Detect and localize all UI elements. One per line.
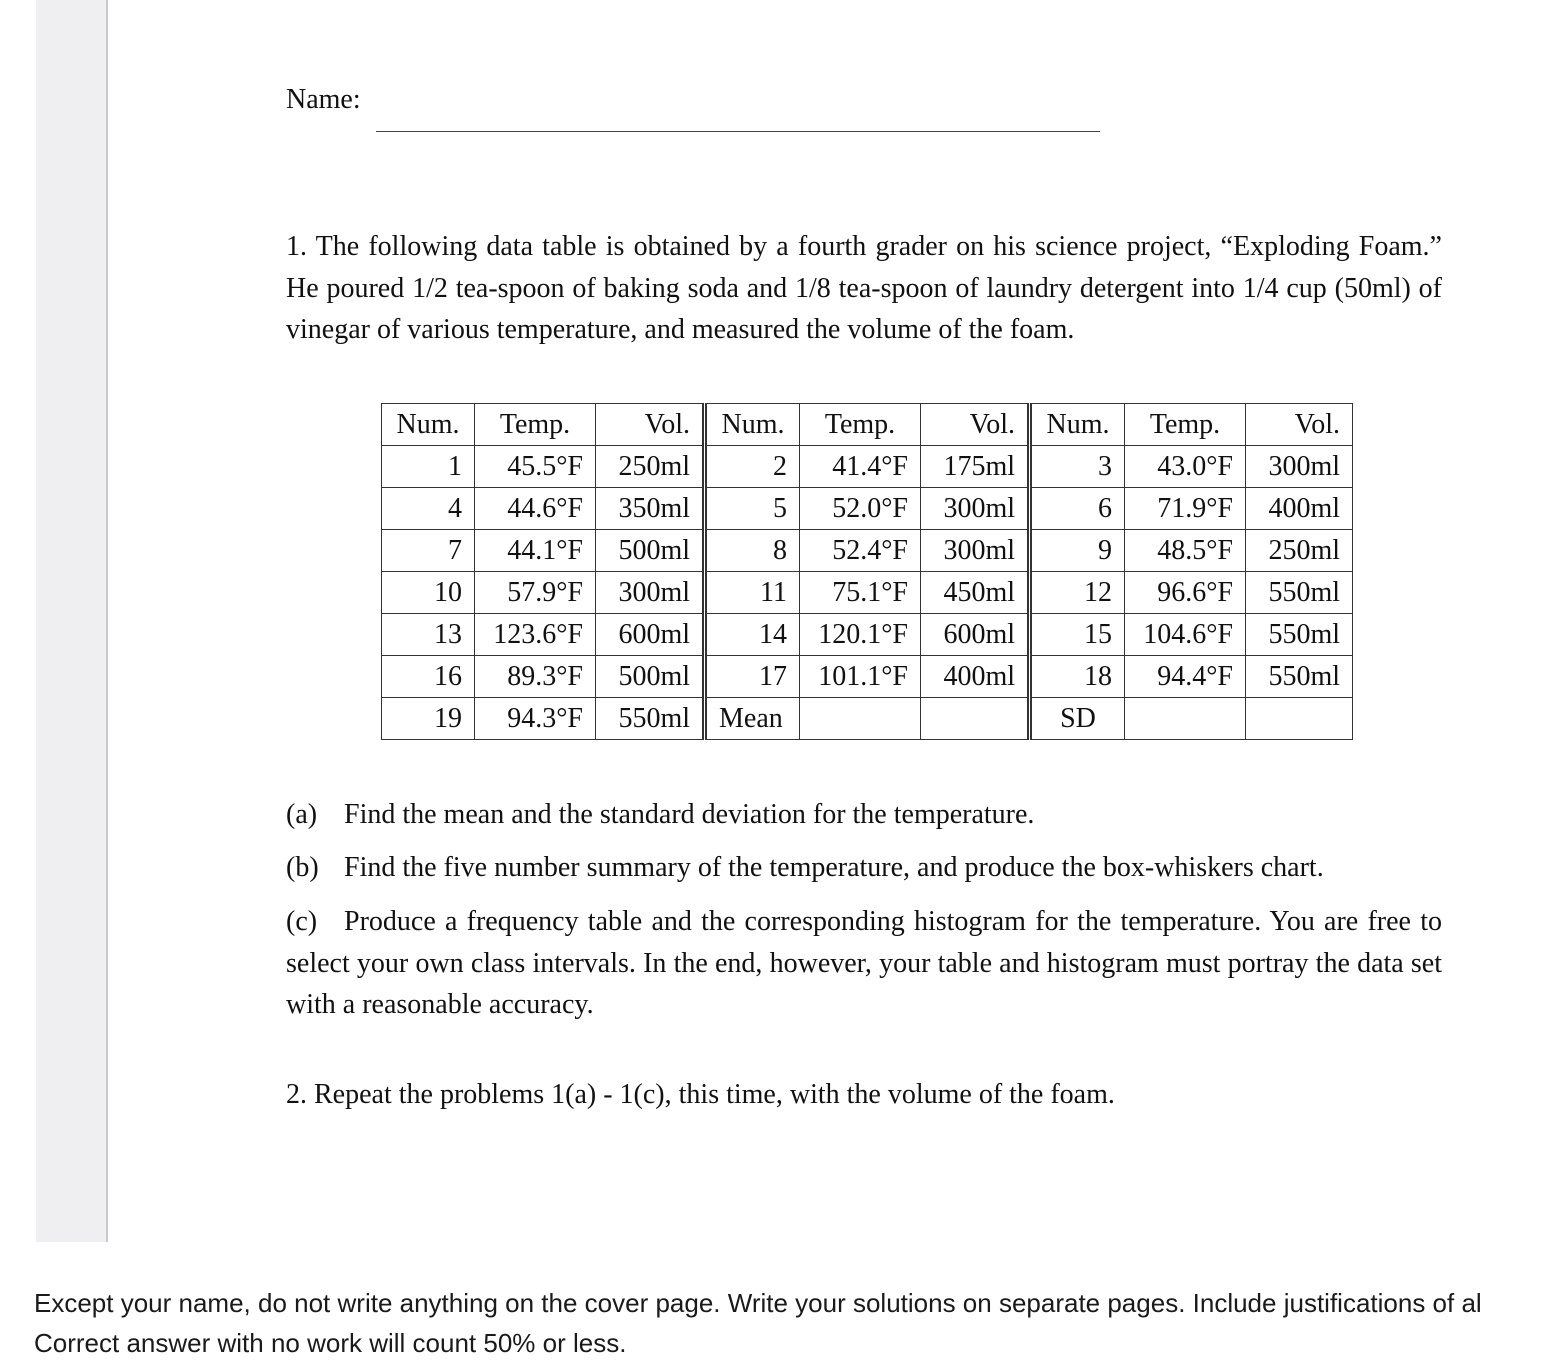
table-cell [800,698,921,740]
table-cell [1125,698,1246,740]
table-header-cell: Temp. [475,404,596,446]
table-cell: 600ml [596,614,705,656]
table-header-cell: Num. [382,404,475,446]
question-text: Find the mean and the standard deviation for the temperature. [344,799,1035,830]
table-cell: Mean [705,698,800,740]
question-text: Produce a frequency table and the corresponding histogram for the temperature. You are free to select your own class intervals. In the end, however, your table and histogram must portray the data set with a reasonable accuracy. [286,906,1442,1020]
table-cell: 600ml [921,614,1030,656]
left-gutter [36,0,108,1242]
table-cell: 500ml [596,656,705,698]
table-row [382,656,1353,698]
table-cell: 550ml [1246,656,1353,698]
data-table [381,403,1353,740]
table-cell: 550ml [596,698,705,740]
table-row [382,446,1353,488]
table-cell: 52.0°F [800,488,921,530]
name-label: Name: [286,84,361,115]
table-header-cell: Vol. [596,404,705,446]
table-cell: 120.1°F [800,614,921,656]
table-cell: SD [1030,698,1125,740]
table-cell: 3 [1030,446,1125,488]
table-cell: 48.5°F [1125,530,1246,572]
table-cell: 9 [1030,530,1125,572]
table-row [382,572,1353,614]
table-cell: 14 [705,614,800,656]
table-cell: 175ml [921,446,1030,488]
name-blank-line [376,131,1100,132]
table-cell: 89.3°F [475,656,596,698]
table-cell: 57.9°F [475,572,596,614]
question-text: Find the five number summary of the temperature, and produce the box-whiskers chart. [344,852,1324,883]
table-cell: 1 [382,446,475,488]
table-header-row [382,404,1353,446]
table-cell: 10 [382,572,475,614]
question-label: (b) [286,852,319,883]
problem-2: 2. Repeat the problems 1(a) - 1(c), this time, with the volume of the foam. [286,1079,1115,1110]
problem-1-intro: 1. The following data table is obtained by a fourth grader on his science project, “Exploding Foam.” He poured 1/2 tea-spoon of baking soda and 1/8 tea-spoon of laundry detergent into 1/4 cup (50ml) of vinegar of various temperature, and measured the volume of the foam. [286,231,1442,345]
table-header-cell: Vol. [921,404,1030,446]
table-cell: 250ml [596,446,705,488]
table-cell: 13 [382,614,475,656]
table-header-cell: Temp. [1125,404,1246,446]
table-cell: 17 [705,656,800,698]
table-cell: 96.6°F [1125,572,1246,614]
table-header-cell: Num. [1030,404,1125,446]
table-cell: 12 [1030,572,1125,614]
table-cell: 52.4°F [800,530,921,572]
table-row [382,530,1353,572]
table-cell: 19 [382,698,475,740]
table-cell: 71.9°F [1125,488,1246,530]
question-c [286,901,1442,1026]
table-header-cell: Temp. [800,404,921,446]
table-cell: 5 [705,488,800,530]
table-cell: 45.5°F [475,446,596,488]
table-header-cell: Vol. [1246,404,1353,446]
table-cell: 104.6°F [1125,614,1246,656]
table-cell [1246,698,1353,740]
table-cell: 123.6°F [475,614,596,656]
table-cell: 350ml [596,488,705,530]
table-cell: 43.0°F [1125,446,1246,488]
table-cell: 7 [382,530,475,572]
table-cell: 400ml [921,656,1030,698]
question-label: (a) [286,799,318,830]
table-row [382,614,1353,656]
footer-line-1: Except your name, do not write anything on the cover page. Write your solutions on separate pages. Include justifications of al [34,1288,1482,1318]
question-label: (c) [286,906,318,937]
table-cell: 15 [1030,614,1125,656]
table-cell: 16 [382,656,475,698]
footer-instructions [34,1283,1562,1363]
question-a [286,794,1442,836]
table-cell: 44.6°F [475,488,596,530]
table-cell: 94.3°F [475,698,596,740]
table-cell: 75.1°F [800,572,921,614]
table-cell: 2 [705,446,800,488]
table-cell: 18 [1030,656,1125,698]
table-cell: 44.1°F [475,530,596,572]
table-cell: 8 [705,530,800,572]
table-cell: 41.4°F [800,446,921,488]
table-cell: 94.4°F [1125,656,1246,698]
table-cell: 550ml [1246,572,1353,614]
table-cell: 500ml [596,530,705,572]
table-cell: 550ml [1246,614,1353,656]
table-cell [921,698,1030,740]
table-cell: 4 [382,488,475,530]
question-b [286,847,1442,889]
table-row [382,488,1353,530]
table-cell: 11 [705,572,800,614]
table-cell: 250ml [1246,530,1353,572]
table-cell: 450ml [921,572,1030,614]
table-cell: 101.1°F [800,656,921,698]
table-cell: 400ml [1246,488,1353,530]
table-cell: 6 [1030,488,1125,530]
table-cell: 300ml [921,488,1030,530]
table-row [382,698,1353,740]
table-cell: 300ml [596,572,705,614]
table-cell: 300ml [1246,446,1353,488]
table-header-cell: Num. [705,404,800,446]
footer-line-2: Correct answer with no work will count 50% or less. [34,1328,627,1358]
table-cell: 300ml [921,530,1030,572]
